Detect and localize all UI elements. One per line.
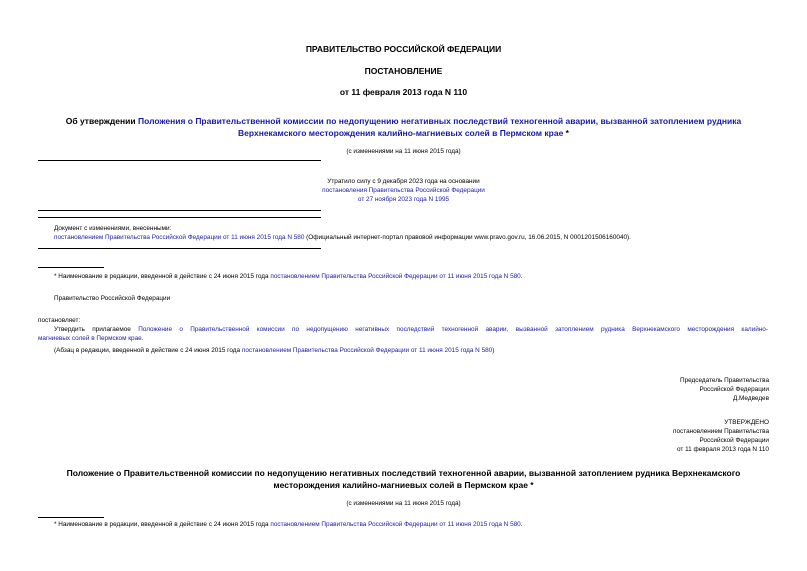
para-note-link[interactable]: постановлением Правительства Российской Федерации от 11 июня 2015 года N 580 bbox=[241, 347, 493, 354]
signature-line-2: Российской Федерации bbox=[699, 386, 769, 393]
changes-note-2: (с изменениями на 11 июня 2015 года) bbox=[346, 500, 461, 507]
approve-link-part-2[interactable]: магниевых солей в Пермском крае bbox=[38, 335, 142, 342]
approve-end: . bbox=[141, 335, 144, 342]
divider bbox=[38, 160, 321, 161]
title-link-part-1[interactable]: Положения о Правительственной комиссии по недопущению негативных последствий техногенной аварии, вызванной затоплением рудника bbox=[137, 116, 742, 126]
amended-label: Документ с изменениями, внесенными: bbox=[54, 225, 172, 232]
amended-link[interactable]: постановлением Правительства Российской Федерации от 11 июня 2015 года N 580 bbox=[54, 234, 305, 241]
header-government: ПРАВИТЕЛЬСТВО РОССИЙСКОЙ ФЕДЕРАЦИИ bbox=[305, 44, 502, 54]
document-title bbox=[30, 115, 777, 139]
footnote-2-end: . bbox=[520, 521, 523, 528]
title-line-2 bbox=[30, 127, 777, 139]
footnote-2 bbox=[54, 520, 794, 529]
approve-prefix: Утвердить прилагаемое bbox=[54, 326, 139, 333]
regulation-title bbox=[20, 467, 787, 491]
expired-link-2[interactable]: от 27 ноября 2023 года N 1995 bbox=[357, 196, 450, 203]
para-note-end: ) bbox=[492, 347, 495, 354]
title-link-part-2[interactable]: Верхнекамского месторождения калийно-магниевых солей в Пермском крае bbox=[238, 128, 564, 138]
paragraph-note bbox=[54, 346, 794, 355]
divider bbox=[38, 210, 321, 211]
regulation-title-line-2: месторождения калийно-магниевых солей в Пермском крае * bbox=[273, 480, 534, 490]
footnote-1-text: * Наименование в редакции, введенной в действие с 24 июня 2015 года bbox=[54, 273, 271, 280]
regulation-title-line-1: Положение о Правительственной комиссии по недопущению негативных последствий техногенной аварии, вызванной затоплением рудника Верхнекамского bbox=[66, 468, 741, 478]
divider bbox=[38, 248, 321, 249]
footnote-1 bbox=[54, 272, 794, 281]
expired-link-1[interactable]: постановления Правительства Российской Федерации bbox=[322, 187, 485, 194]
approval-line-2: постановлением Правительства bbox=[673, 428, 769, 435]
signature-line-1: Председатель Правительства bbox=[680, 377, 769, 384]
footnote-rule bbox=[38, 517, 104, 518]
title-suffix: * bbox=[563, 128, 569, 138]
signature-line-3: Д.Медведев bbox=[732, 395, 769, 402]
footnote-2-link[interactable]: постановлением Правительства Российской Федерации от 11 июня 2015 года N 580 bbox=[270, 521, 521, 528]
decides: постановляет: bbox=[38, 317, 81, 324]
approval-stamp bbox=[469, 418, 769, 454]
approve-link-part-1[interactable]: Положение о Правительственной комиссии по недопущению негативных последствий техногенной аварии, вызванной затоплением рудника Верхнекамского месторождения калийно- bbox=[138, 326, 768, 333]
expired-line-1: Утратило силу с 9 декабря 2023 года на основании bbox=[327, 178, 480, 185]
approval-line-1: УТВЕРЖДЕНО bbox=[724, 419, 769, 426]
footnote-1-link[interactable]: постановлением Правительства Российской Федерации от 11 июня 2015 года N 580 bbox=[270, 273, 521, 280]
government-name: Правительство Российской Федерации bbox=[54, 295, 171, 302]
title-prefix: Об утверждении bbox=[65, 116, 138, 126]
approval-line-4: от 11 февраля 2013 года N 110 bbox=[676, 446, 769, 453]
amended-block bbox=[54, 224, 794, 242]
footnote-rule bbox=[38, 267, 104, 268]
para-note-prefix: (Абзац в редакции, введенной в действие с 24 июня 2015 года bbox=[54, 347, 242, 354]
title-line-1 bbox=[30, 115, 777, 127]
amended-line bbox=[54, 233, 794, 242]
footnote-1-end: . bbox=[520, 273, 523, 280]
approval-line-3: Российской Федерации bbox=[699, 437, 769, 444]
expired-notice bbox=[270, 177, 537, 204]
amended-rest: (Официальный интернет-портал правовой информации www.pravo.gov.ru, 16.06.2015, N 0001201506160040). bbox=[304, 234, 631, 241]
approve-line-2 bbox=[38, 334, 768, 343]
approve-line-1 bbox=[54, 325, 768, 334]
header-date-number: от 11 февраля 2013 года N 110 bbox=[339, 87, 468, 97]
header-doc-type: ПОСТАНОВЛЕНИЕ bbox=[364, 66, 443, 76]
signature-block bbox=[469, 376, 769, 403]
changes-note: (с изменениями на 11 июня 2015 года) bbox=[346, 148, 461, 155]
divider bbox=[38, 217, 321, 218]
footnote-2-text: * Наименование в редакции, введенной в действие с 24 июня 2015 года bbox=[54, 521, 271, 528]
approve-paragraph bbox=[54, 325, 768, 334]
